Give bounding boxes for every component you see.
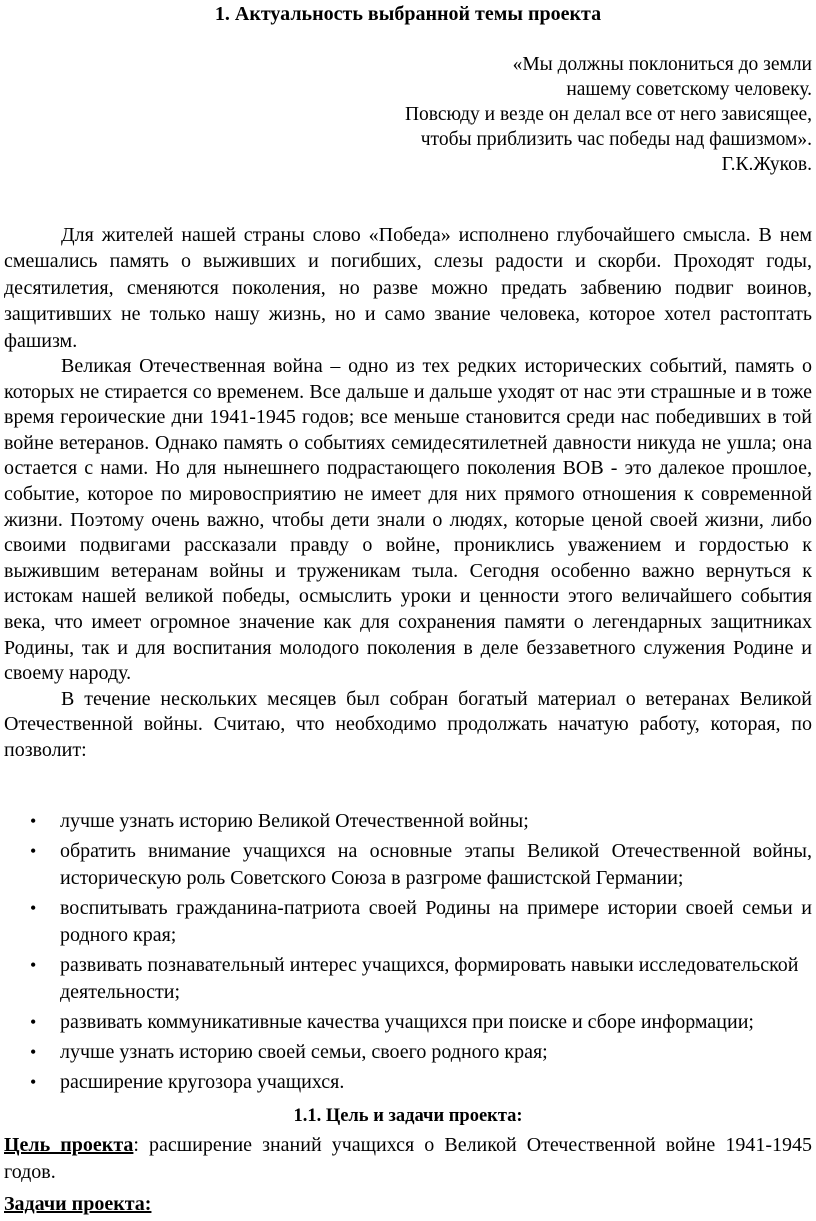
paragraph: Для жителей нашей страны слово «Победа» исполнено глубочайшего смысла. В нем смешались память о выживших и погибших, слезы радости и скорби. Проходят годы, десятилетия, сменяются поколения, но разве можно предать забвению подвиг воинов, защитивших не только нашу жизнь, но и само звание человека, которое хотел растоптать фашизм.	[4, 224, 812, 352]
bullet-icon: •	[30, 1072, 37, 1092]
list-item	[4, 952, 812, 1006]
list-item-text: воспитывать гражданина-патриота своей Родины на примере истории своей семьи и родного края;	[60, 897, 812, 946]
list-item	[4, 895, 812, 949]
bullet-icon: •	[30, 898, 37, 918]
bullet-list	[4, 808, 812, 1099]
list-item-text: обратить внимание учащихся на основные этапы Великой Отечественной войны, историческую роль Советского Союза в разгроме фашистской Германии;	[60, 840, 812, 889]
list-item	[4, 1009, 812, 1036]
list-item	[4, 808, 812, 835]
epigraph-author: Г.К.Жуков.	[721, 154, 812, 175]
epigraph-line: чтобы приблизить час победы над фашизмом».	[420, 129, 812, 150]
goal-paragraph	[4, 1132, 812, 1186]
list-item	[4, 838, 812, 892]
epigraph-line: «Мы должны поклониться до земли	[512, 54, 812, 75]
list-item	[4, 1069, 812, 1096]
bullet-icon: •	[30, 811, 37, 831]
list-item-text: лучше узнать историю своей семьи, своего родного края;	[60, 1041, 548, 1063]
list-item-text: лучше узнать историю Великой Отечественной войны;	[60, 810, 529, 832]
paragraph: Великая Отечественная война – одно из тех редких исторических событий, память о которых не стирается со временем. Все дальше и дальше уходят от нас эти страшные и в тоже время героические дни 1941-1945 годов; все меньше становится среди нас победивших в той войне ветеранов. Однако память о событиях семидесятилетней давности никуда не ушла; она остается с нами. Но для нынешнего подрастающего поколения ВОВ - это далекое прошлое, событие, которое по мировосприятию не имеет для них прямого отношения к современной жизни. Поэтому очень важно, чтобы дети знали о людях, которые ценой своей жизни, либо своими подвигами рассказали правду о войне, прониклись уважением и гордостью к выжившим ветеранам войны и труженикам тыла. Сегодня особенно важно вернуться к истокам нашей великой победы, осмыслить уроки и ценности этого величайшего события века, что имеет огромное значение как для сохранения памяти о легендарных защитниках Родины, так и для воспитания молодого поколения в деле беззаветного служения Родине и своему народу.	[4, 355, 812, 685]
paragraph: В течение нескольких месяцев был собран богатый материал о ветеранах Великой Отечественной войны. Считаю, что необходимо продолжать начатую работу, которая, по позволит:	[4, 687, 812, 761]
subsection-title: 1.1. Цель и задачи проекта:	[293, 1106, 523, 1126]
body-text	[4, 222, 812, 764]
section-title: 1. Актуальность выбранной темы проекта	[214, 3, 602, 25]
goal-label: Цель проекта	[4, 1134, 134, 1156]
bullet-icon: •	[30, 955, 37, 975]
list-item-text: расширение кругозора учащихся.	[60, 1071, 345, 1093]
epigraph-line: нашему советскому человеку.	[566, 79, 812, 100]
epigraph-line: Повсюду и везде он делал все от него зависящее,	[404, 104, 812, 125]
bullet-icon: •	[30, 841, 37, 861]
list-item-text: развивать коммуникативные качества учащихся при поиске и сборе информации;	[60, 1011, 754, 1033]
list-item-text: развивать познавательный интерес учащихся, формировать навыки исследовательской деятельности;	[60, 954, 799, 1003]
goal-text: : расширение знаний учащихся о Великой Отечественной войне 1941-1945 годов.	[4, 1134, 812, 1183]
list-item	[4, 1039, 812, 1066]
bullet-icon: •	[30, 1012, 37, 1032]
tasks-heading: Задачи проекта:	[4, 1193, 152, 1215]
bullet-icon: •	[30, 1042, 37, 1062]
epigraph	[405, 52, 812, 177]
